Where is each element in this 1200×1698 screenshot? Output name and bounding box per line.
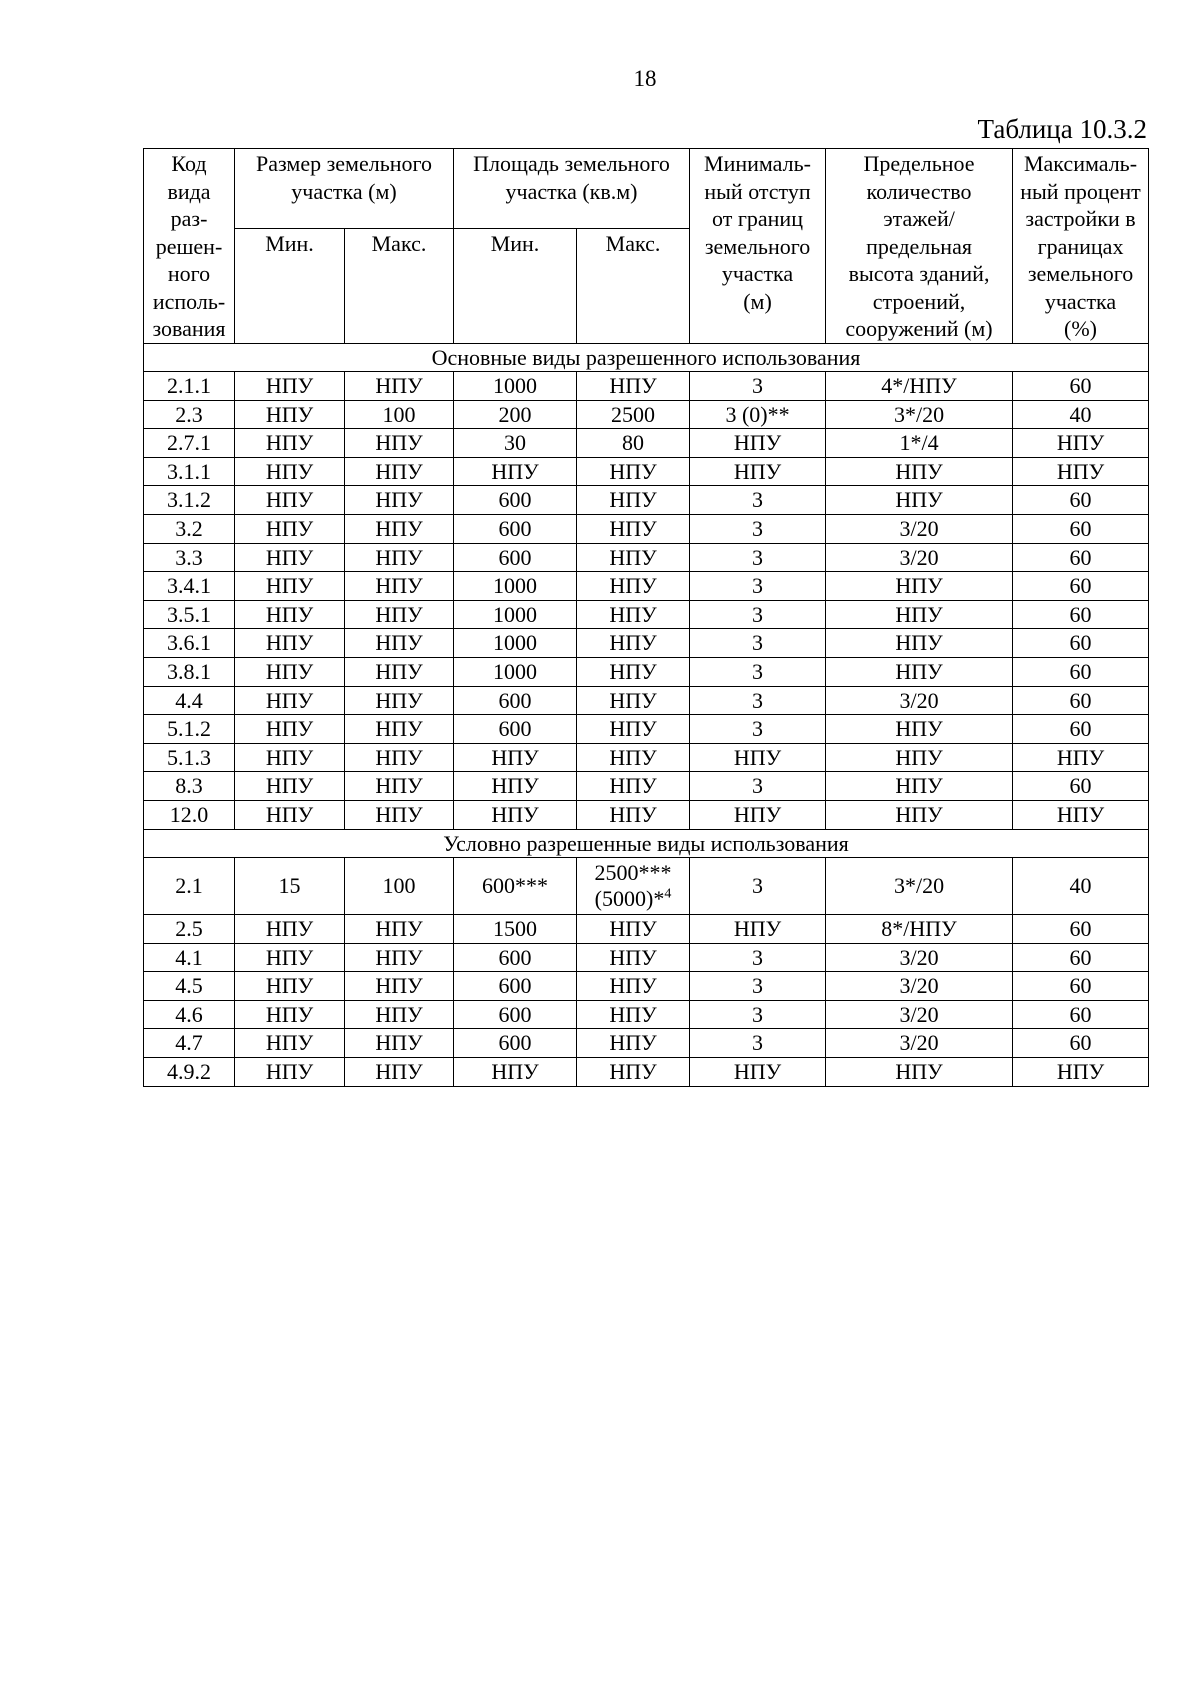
cell-setback: НПУ: [690, 1057, 826, 1086]
cell-code: 4.7: [144, 1029, 235, 1058]
cell-coverage: 60: [1013, 372, 1149, 401]
cell-setback: 3 (0)**: [690, 400, 826, 429]
cell-size-max: НПУ: [345, 686, 454, 715]
cell-area-min: 1500: [454, 915, 577, 944]
cell-area-max: НПУ: [577, 600, 690, 629]
cell-area-max: НПУ: [577, 972, 690, 1001]
cell-setback: НПУ: [690, 915, 826, 944]
cell-code: 3.1.2: [144, 486, 235, 515]
cell-area-max: НПУ: [577, 457, 690, 486]
cell-area-max: НПУ: [577, 943, 690, 972]
cell-area-min: 600: [454, 715, 577, 744]
cell-area-min: 30: [454, 429, 577, 458]
table-row: [144, 715, 1149, 744]
cell-size-max: НПУ: [345, 600, 454, 629]
cell-size-min: НПУ: [235, 572, 345, 601]
cell-floors: НПУ: [826, 715, 1013, 744]
cell-size-min: НПУ: [235, 772, 345, 801]
cell-code: 2.5: [144, 915, 235, 944]
cell-area-min: 600: [454, 686, 577, 715]
cell-code: 3.8.1: [144, 657, 235, 686]
cell-code: 5.1.3: [144, 743, 235, 772]
cell-coverage: 60: [1013, 486, 1149, 515]
cell-area-min: НПУ: [454, 1057, 577, 1086]
cell-setback: 3: [690, 657, 826, 686]
cell-coverage: 60: [1013, 915, 1149, 944]
cell-coverage: 60: [1013, 629, 1149, 658]
cell-setback: 3: [690, 514, 826, 543]
cell-size-max: НПУ: [345, 372, 454, 401]
cell-floors: 8*/НПУ: [826, 915, 1013, 944]
cell-floors: 3/20: [826, 1000, 1013, 1029]
cell-floors: НПУ: [826, 457, 1013, 486]
cell-coverage: НПУ: [1013, 429, 1149, 458]
cell-size-max: НПУ: [345, 800, 454, 829]
cell-size-max: НПУ: [345, 943, 454, 972]
cell-size-min: НПУ: [235, 800, 345, 829]
land-use-table: [143, 148, 1149, 1087]
cell-size-min: НПУ: [235, 743, 345, 772]
cell-size-max: НПУ: [345, 972, 454, 1001]
cell-code: 8.3: [144, 772, 235, 801]
cell-area-max: НПУ: [577, 1029, 690, 1058]
cell-coverage: НПУ: [1013, 457, 1149, 486]
table-row: [144, 743, 1149, 772]
cell-setback: 3: [690, 1029, 826, 1058]
cell-area-min: 1000: [454, 629, 577, 658]
cell-floors: НПУ: [826, 772, 1013, 801]
cell-code: 4.1: [144, 943, 235, 972]
table-row: [144, 657, 1149, 686]
cell-size-min: НПУ: [235, 372, 345, 401]
cell-floors: 3/20: [826, 543, 1013, 572]
cell-coverage: 60: [1013, 772, 1149, 801]
cell-area-min: 1000: [454, 572, 577, 601]
cell-code: 3.5.1: [144, 600, 235, 629]
cell-area-max: НПУ: [577, 629, 690, 658]
cell-size-min: НПУ: [235, 686, 345, 715]
cell-size-max: НПУ: [345, 543, 454, 572]
cell-code: 2.7.1: [144, 429, 235, 458]
cell-code: 12.0: [144, 800, 235, 829]
cell-size-min: НПУ: [235, 943, 345, 972]
cell-area-max: НПУ: [577, 772, 690, 801]
cell-area-min: 600: [454, 486, 577, 515]
cell-setback: 3: [690, 858, 826, 915]
cell-area-min: НПУ: [454, 457, 577, 486]
cell-floors: НПУ: [826, 743, 1013, 772]
cell-code: 3.1.1: [144, 457, 235, 486]
cell-floors: НПУ: [826, 800, 1013, 829]
table-row: [144, 572, 1149, 601]
cell-area-max: НПУ: [577, 1000, 690, 1029]
cell-coverage: 60: [1013, 1029, 1149, 1058]
section-main-title: Основные виды разрешенного использования: [144, 343, 1149, 372]
cell-setback: 3: [690, 772, 826, 801]
cell-size-max: НПУ: [345, 572, 454, 601]
header-area-max: Макс.: [577, 228, 690, 343]
cell-area-max: НПУ: [577, 486, 690, 515]
table-row: [144, 514, 1149, 543]
table-row: [144, 972, 1149, 1001]
cell-area-min: 600: [454, 543, 577, 572]
cell-area-max: 2500*** (5000)*$^4$: [577, 858, 690, 915]
cell-area-min: НПУ: [454, 743, 577, 772]
table-row: [144, 429, 1149, 458]
cell-coverage: 60: [1013, 657, 1149, 686]
table-row: [144, 1000, 1149, 1029]
table-row: [144, 600, 1149, 629]
cell-area-max: НПУ: [577, 572, 690, 601]
cell-floors: 3/20: [826, 514, 1013, 543]
section-conditional-title: Условно разрешенные виды использования: [144, 829, 1149, 858]
cell-area-max: НПУ: [577, 800, 690, 829]
table-row: [144, 543, 1149, 572]
cell-size-min: НПУ: [235, 1029, 345, 1058]
cell-area-min: 200: [454, 400, 577, 429]
cell-code: 4.6: [144, 1000, 235, 1029]
cell-coverage: 60: [1013, 514, 1149, 543]
cell-size-min: НПУ: [235, 400, 345, 429]
cell-size-max: НПУ: [345, 1000, 454, 1029]
cell-area-min: 600: [454, 943, 577, 972]
cell-coverage: 40: [1013, 400, 1149, 429]
cell-size-min: НПУ: [235, 429, 345, 458]
table-row: [144, 1057, 1149, 1086]
cell-area-min: 1000: [454, 657, 577, 686]
cell-coverage: 60: [1013, 972, 1149, 1001]
cell-setback: 3: [690, 543, 826, 572]
cell-area-max: НПУ: [577, 657, 690, 686]
cell-code: 3.2: [144, 514, 235, 543]
cell-area-min: 600***: [454, 858, 577, 915]
cell-setback: 3: [690, 486, 826, 515]
cell-floors: 3/20: [826, 972, 1013, 1001]
cell-area-max: 2500: [577, 400, 690, 429]
cell-floors: НПУ: [826, 629, 1013, 658]
cell-size-max: НПУ: [345, 457, 454, 486]
cell-size-max: НПУ: [345, 715, 454, 744]
cell-setback: НПУ: [690, 800, 826, 829]
cell-floors: 3*/20: [826, 400, 1013, 429]
cell-area-min: 600: [454, 514, 577, 543]
cell-setback: 3: [690, 943, 826, 972]
cell-coverage: 60: [1013, 943, 1149, 972]
cell-code: 3.6.1: [144, 629, 235, 658]
cell-floors: 3/20: [826, 1029, 1013, 1058]
table-row: [144, 800, 1149, 829]
cell-code: 4.5: [144, 972, 235, 1001]
page-number: 18: [633, 66, 657, 91]
header-size-min: Мин.: [235, 228, 345, 343]
header-max-floors: Предельное количество этажей/ предельная высота зданий, строений, сооружений (м): [826, 149, 1013, 344]
table-row: [144, 486, 1149, 515]
cell-area-max: НПУ: [577, 514, 690, 543]
cell-size-max: НПУ: [345, 657, 454, 686]
cell-coverage: 60: [1013, 543, 1149, 572]
cell-area-min: 1000: [454, 372, 577, 401]
cell-code: 5.1.2: [144, 715, 235, 744]
cell-code: 2.1: [144, 858, 235, 915]
cell-floors: 3/20: [826, 943, 1013, 972]
cell-size-min: НПУ: [235, 1000, 345, 1029]
cell-size-max: 100: [345, 858, 454, 915]
cell-coverage: 40: [1013, 858, 1149, 915]
cell-area-min: НПУ: [454, 772, 577, 801]
header-code: Код вида раз- решен- ного исполь- зования: [144, 149, 235, 344]
cell-size-max: НПУ: [345, 772, 454, 801]
table-row: [144, 629, 1149, 658]
cell-area-min: 600: [454, 972, 577, 1001]
table-row: [144, 1029, 1149, 1058]
table-row: [144, 915, 1149, 944]
table-row: [144, 943, 1149, 972]
cell-coverage: 60: [1013, 572, 1149, 601]
cell-floors: 4*/НПУ: [826, 372, 1013, 401]
cell-code: 3.4.1: [144, 572, 235, 601]
cell-size-max: НПУ: [345, 915, 454, 944]
cell-size-max: НПУ: [345, 1057, 454, 1086]
table-row: [144, 372, 1149, 401]
header-plot-size: Размер земельного участка (м): [235, 149, 454, 229]
cell-size-max: НПУ: [345, 1029, 454, 1058]
header-max-coverage: Максималь- ный процент застройки в границах земельного участка (%): [1013, 149, 1149, 344]
cell-setback: 3: [690, 686, 826, 715]
cell-size-max: НПУ: [345, 486, 454, 515]
cell-size-max: 100: [345, 400, 454, 429]
cell-code: 3.3: [144, 543, 235, 572]
cell-code: 4.4: [144, 686, 235, 715]
cell-size-min: 15: [235, 858, 345, 915]
table-row: [144, 772, 1149, 801]
cell-setback: 3: [690, 972, 826, 1001]
cell-size-max: НПУ: [345, 629, 454, 658]
header-min-setback: Минималь- ный отступ от границ земельного участка (м): [690, 149, 826, 344]
cell-setback: НПУ: [690, 457, 826, 486]
cell-setback: 3: [690, 572, 826, 601]
cell-area-max: НПУ: [577, 915, 690, 944]
table-row: [144, 858, 1149, 915]
cell-size-max: НПУ: [345, 514, 454, 543]
cell-code: 2.3: [144, 400, 235, 429]
cell-size-min: НПУ: [235, 1057, 345, 1086]
cell-size-min: НПУ: [235, 514, 345, 543]
cell-coverage: НПУ: [1013, 800, 1149, 829]
cell-setback: 3: [690, 629, 826, 658]
header-area-min: Мин.: [454, 228, 577, 343]
cell-size-min: НПУ: [235, 972, 345, 1001]
cell-coverage: 60: [1013, 600, 1149, 629]
cell-size-min: НПУ: [235, 457, 345, 486]
cell-area-min: НПУ: [454, 800, 577, 829]
cell-area-max: НПУ: [577, 1057, 690, 1086]
cell-area-max: НПУ: [577, 715, 690, 744]
table-row: [144, 686, 1149, 715]
cell-floors: НПУ: [826, 600, 1013, 629]
cell-floors: НПУ: [826, 657, 1013, 686]
cell-size-max: НПУ: [345, 429, 454, 458]
cell-area-max: НПУ: [577, 543, 690, 572]
cell-floors: НПУ: [826, 486, 1013, 515]
cell-setback: 3: [690, 600, 826, 629]
cell-size-min: НПУ: [235, 600, 345, 629]
cell-floors: НПУ: [826, 1057, 1013, 1086]
table-row: [144, 457, 1149, 486]
cell-setback: 3: [690, 1000, 826, 1029]
cell-size-min: НПУ: [235, 657, 345, 686]
cell-size-min: НПУ: [235, 486, 345, 515]
cell-coverage: 60: [1013, 715, 1149, 744]
cell-area-max: 80: [577, 429, 690, 458]
cell-area-min: 1000: [454, 600, 577, 629]
cell-setback: НПУ: [690, 743, 826, 772]
cell-floors: 3*/20: [826, 858, 1013, 915]
cell-size-min: НПУ: [235, 915, 345, 944]
cell-code: 2.1.1: [144, 372, 235, 401]
cell-code: 4.9.2: [144, 1057, 235, 1086]
table-caption: Таблица 10.3.2: [977, 114, 1147, 144]
table-row: [144, 400, 1149, 429]
cell-size-min: НПУ: [235, 543, 345, 572]
cell-coverage: НПУ: [1013, 743, 1149, 772]
cell-area-max: НПУ: [577, 372, 690, 401]
cell-coverage: 60: [1013, 1000, 1149, 1029]
cell-area-max: НПУ: [577, 686, 690, 715]
cell-floors: 1*/4: [826, 429, 1013, 458]
cell-area-min: 600: [454, 1029, 577, 1058]
cell-floors: 3/20: [826, 686, 1013, 715]
cell-setback: 3: [690, 372, 826, 401]
header-plot-area: Площадь земельного участка (кв.м): [454, 149, 690, 229]
cell-size-max: НПУ: [345, 743, 454, 772]
cell-area-min: 600: [454, 1000, 577, 1029]
cell-setback: 3: [690, 715, 826, 744]
header-size-max: Макс.: [345, 228, 454, 343]
cell-floors: НПУ: [826, 572, 1013, 601]
cell-size-min: НПУ: [235, 629, 345, 658]
cell-coverage: НПУ: [1013, 1057, 1149, 1086]
cell-setback: НПУ: [690, 429, 826, 458]
cell-area-max: НПУ: [577, 743, 690, 772]
cell-coverage: 60: [1013, 686, 1149, 715]
cell-size-min: НПУ: [235, 715, 345, 744]
